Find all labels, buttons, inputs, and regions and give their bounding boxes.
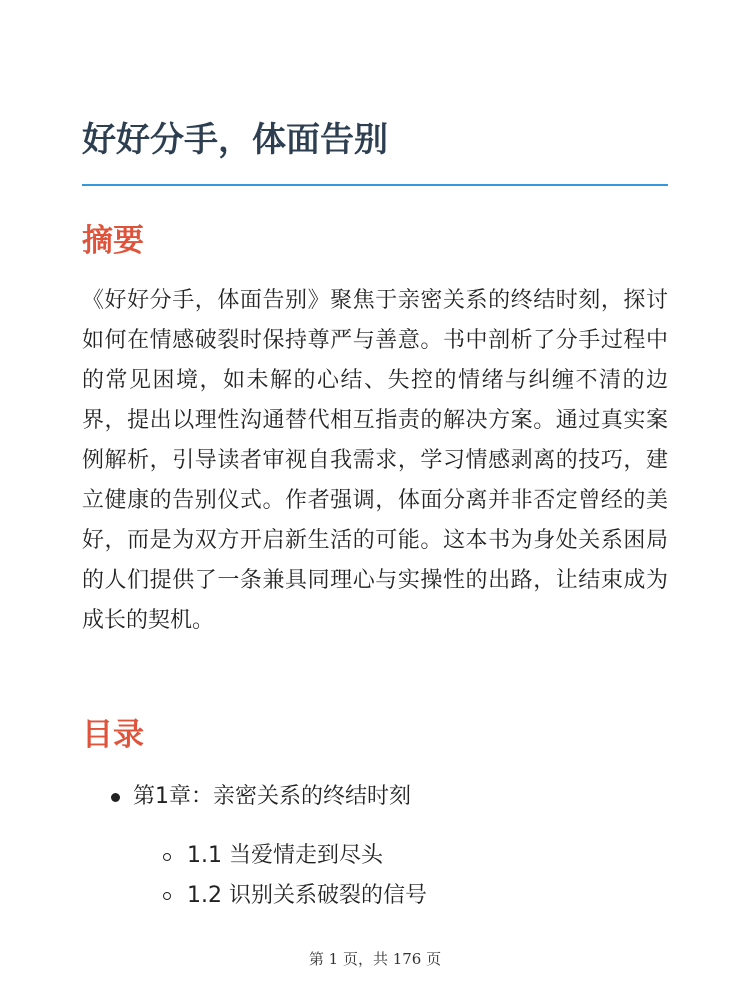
toc-heading: 目录 (82, 717, 144, 753)
abstract-text: 《好好分手，体面告别》聚焦于亲密关系的终结时刻，探讨如何在情感破裂时保持尊严与善意。书中剖析了分手过程中的常见困境，如未解的心结、失控的情绪与纠缠不清的边界，提出以理性沟通替代相互指责的解决方案。通过真实案例解析，引导读者审视自我需求，学习情感剥离的技巧，建立健康的告别仪式。作者强调，体面分离并非否定曾经的美好，而是为双方开启新生活的可能。这本书为身处关系困局的人们提供了一条兼具同理心与实操性的出路，让结束成为成长的契机。 (82, 288, 668, 633)
document-title: 好好分手，体面告别 (82, 120, 388, 160)
toc-section-label: 1.1 当爱情走到尽头 (187, 843, 383, 868)
title-divider (82, 184, 668, 186)
bullet-disc-icon (111, 793, 120, 802)
bullet-circle-icon (163, 853, 171, 861)
bullet-circle-icon (163, 892, 171, 900)
abstract-heading: 摘要 (82, 223, 144, 259)
page-number-footer: 第 1 页，共 176 页 (308, 950, 442, 968)
toc-section-label: 1.2 识别关系破裂的信号 (187, 883, 427, 908)
toc-chapter-label: 第1章：亲密关系的终结时刻 (133, 784, 411, 809)
